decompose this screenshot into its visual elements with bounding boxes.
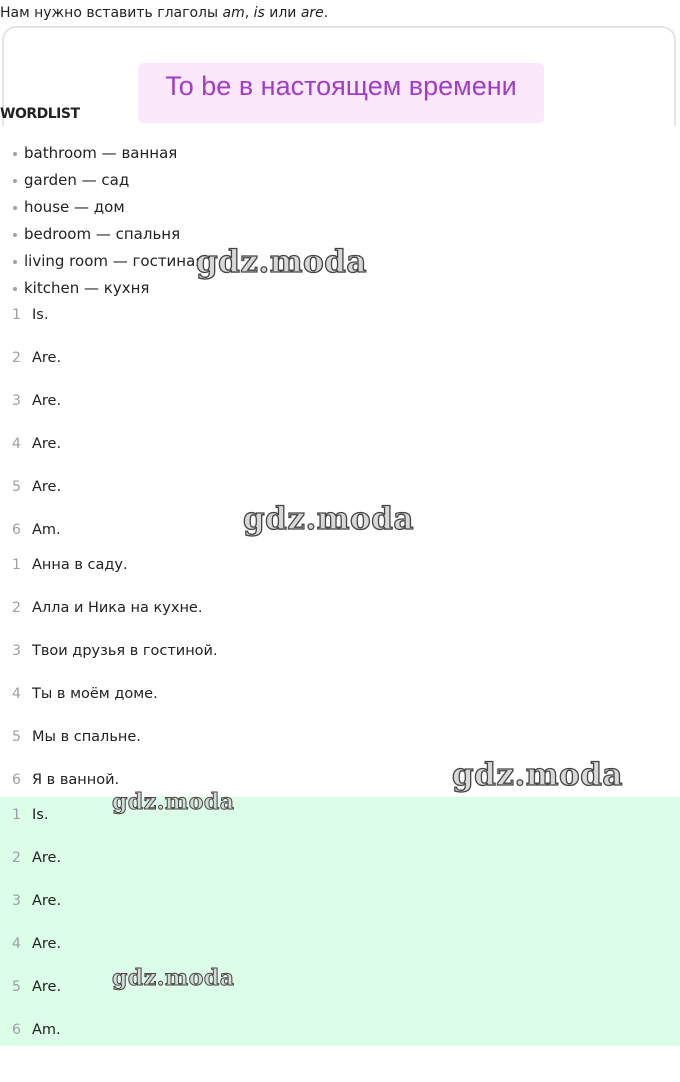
bullet-icon — [13, 287, 17, 291]
item-text: Are. — [32, 979, 62, 995]
item-text: Алла и Ника на кухне. — [32, 600, 203, 616]
intro-sep1: , — [244, 5, 254, 21]
bullet-icon — [13, 233, 17, 237]
wordlist-item-text: house — дом — [24, 198, 125, 216]
item-text: Are. — [32, 936, 62, 952]
intro-am: am — [222, 5, 245, 21]
item-number: 5 — [12, 479, 21, 495]
bullet-icon — [13, 152, 17, 156]
item-number: 4 — [12, 936, 21, 952]
item-text: Are. — [32, 350, 62, 366]
item-text: Твои друзья в гостиной. — [32, 643, 218, 659]
item-number: 6 — [12, 522, 21, 538]
answer-block — [0, 797, 680, 1046]
wordlist-item-text: bedroom — спальня — [24, 225, 181, 243]
wordlist-item — [0, 167, 204, 194]
item-number: 3 — [12, 643, 21, 659]
item-number: 1 — [12, 557, 21, 573]
wordlist-item — [0, 248, 204, 275]
intro-sep2: или — [264, 5, 301, 21]
item-number: 6 — [12, 772, 21, 788]
wordlist-item-text: kitchen — кухня — [24, 279, 150, 297]
item-text: Are. — [32, 436, 62, 452]
item-text: Are. — [32, 393, 62, 409]
task-instruction — [0, 5, 328, 21]
theory-card — [2, 26, 676, 126]
intro-prefix: Нам нужно вставить глаголы — [0, 5, 223, 21]
item-text: Am. — [32, 1022, 61, 1038]
watermark: gdz.moda — [112, 965, 235, 991]
item-number: 6 — [12, 1022, 21, 1038]
item-text: Мы в спальне. — [32, 729, 141, 745]
bullet-icon — [13, 206, 17, 210]
item-text: Is. — [32, 807, 49, 823]
item-text: Am. — [32, 522, 61, 538]
item-number: 4 — [12, 436, 21, 452]
wordlist-item — [0, 221, 204, 248]
watermark: gdz.moda — [196, 244, 367, 280]
watermark: gdz.moda — [243, 501, 414, 537]
bullet-icon — [13, 179, 17, 183]
wordlist-item-text: garden — сад — [24, 171, 130, 189]
item-number: 5 — [12, 729, 21, 745]
item-text: Анна в саду. — [32, 557, 128, 573]
item-number: 1 — [12, 807, 21, 823]
bullet-icon — [13, 260, 17, 264]
item-text: Are. — [32, 850, 62, 866]
item-number: 4 — [12, 686, 21, 702]
intro-are: are — [300, 5, 324, 21]
item-number: 2 — [12, 600, 21, 616]
item-number: 3 — [12, 393, 21, 409]
item-text: Are. — [32, 893, 62, 909]
intro-suffix: . — [323, 5, 329, 21]
intro-is: is — [253, 5, 265, 21]
watermark: gdz.moda — [112, 789, 235, 815]
wordlist-item — [0, 140, 204, 167]
watermark: gdz.moda — [452, 757, 623, 793]
item-text: Is. — [32, 307, 49, 323]
wordlist-title: WORDLIST — [0, 106, 80, 122]
wordlist-item — [0, 194, 204, 221]
theory-title-pill[interactable]: To be в настоящем времени — [138, 63, 544, 123]
item-number: 1 — [12, 307, 21, 323]
item-number: 2 — [12, 350, 21, 366]
wordlist-item — [0, 275, 204, 302]
item-number: 2 — [12, 850, 21, 866]
wordlist-item-text: bathroom — ванная — [24, 144, 178, 162]
item-text: Ты в моём доме. — [32, 686, 158, 702]
wordlist — [0, 140, 204, 302]
item-number: 5 — [12, 979, 21, 995]
wordlist-item-text: living room — гостиная — [24, 252, 205, 270]
item-number: 3 — [12, 893, 21, 909]
item-text: Я в ванной. — [32, 772, 120, 788]
item-text: Are. — [32, 479, 62, 495]
